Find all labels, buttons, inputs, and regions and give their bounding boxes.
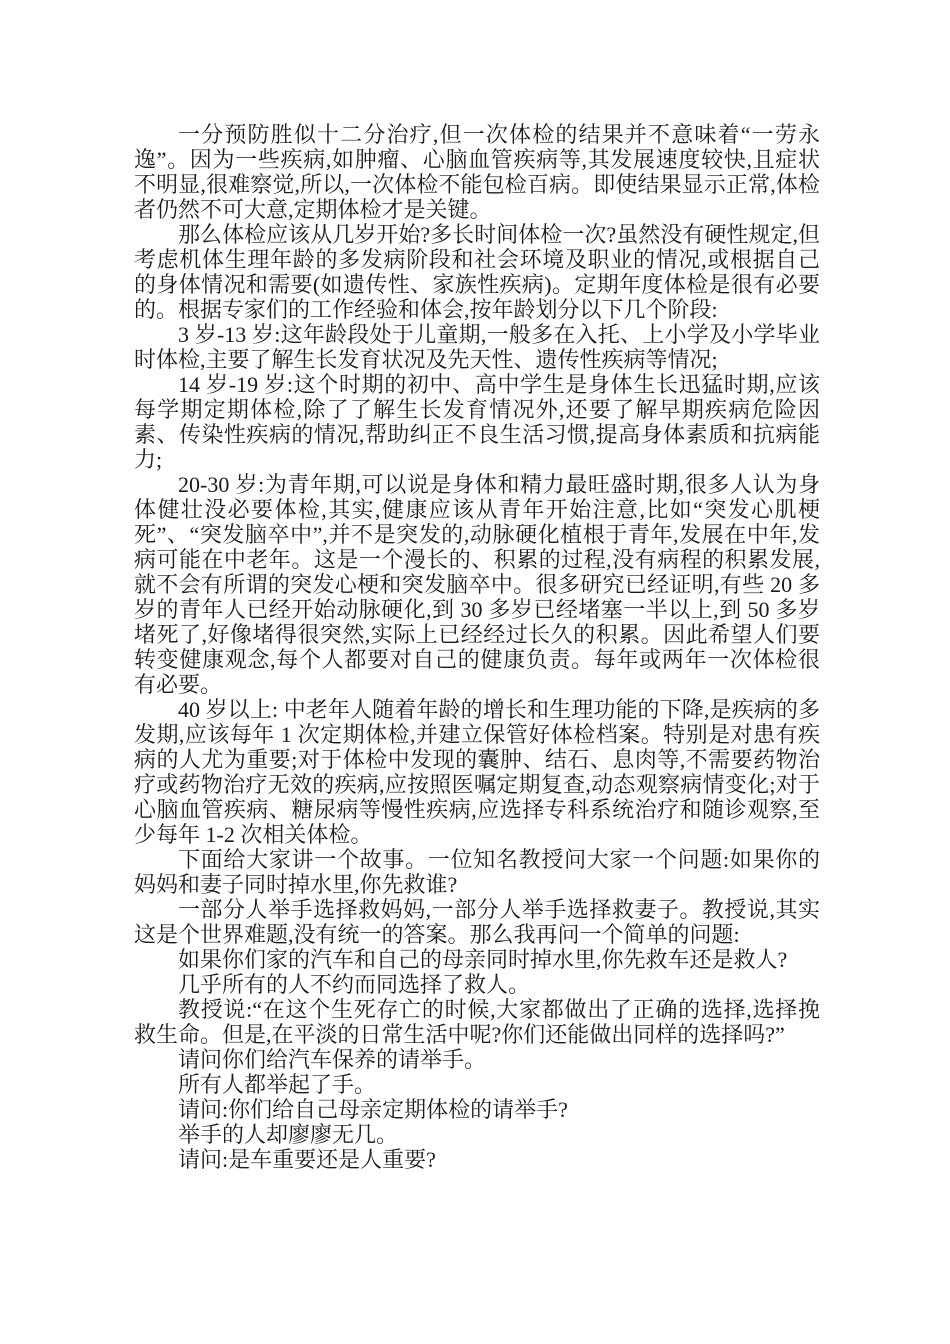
paragraph-checkup-age-question: 那么体检应该从几岁开始?多长时间体检一次?虽然没有硬性规定,但考虑机体生理年龄的多发病阶段和社会环境及职业的情况,或根据自己的身体情况和需要(如遗传性、家族性疾病)。定期年度体检是很有必要的。根据专家们的工作经验和体会,按年龄划分以下几个阶段: xyxy=(134,222,820,322)
paragraph-age-20-30: 20-30 岁:为青年期,可以说是身体和精力最旺盛时期,很多人认为身体健壮没必要体检,其实,健康应该从青年开始注意,比如“突发心肌梗死”、“突发脑卒中”,并不是突发的,动脉硬化植根于青年,发展在中年,发病可能在中老年。这是一个漫长的、积累的过程,没有病程的积累发展,就不会有所谓的突发心梗和突发脑卒中。很多研究已经证明,有些 20 多岁的青年人已经开始动脉硬化,到 30 多岁已经堵塞一半以上,到 50 多岁堵死了,好像堵得很突然,实际上已经经过长久的积累。因此希望人们要转变健康观念,每个人都要对自己的健康负责。每年或两年一次体检很有必要。 xyxy=(134,472,820,697)
paragraph-final-question: 请问:是车重要还是人重要? xyxy=(178,1147,436,1172)
paragraph-age-14-19: 14 岁-19 岁:这个时期的初中、高中学生是身体生长迅猛时期,应该每学期定期体检,除了了解生长发育情况外,还要了解早期疾病危险因素、传染性疾病的情况,帮助纠正不良生活习惯,提高身体素质和抗病能力; xyxy=(134,372,820,472)
paragraph-story-intro: 下面给大家讲一个故事。一位知名教授问大家一个问题:如果你的妈妈和妻子同时掉水里,你先救谁? xyxy=(134,847,820,897)
paragraph-age-3-13: 3 岁-13 岁:这年龄段处于儿童期,一般多在入托、上小学及小学毕业时体检,主要了解生长发育状况及先天性、遗传性疾病等情况; xyxy=(134,322,820,372)
paragraph-age-40-plus: 40 岁以上: 中老年人随着年龄的增长和生理功能的下降,是疾病的多发期,应该每年 1 次定期体检,并建立保管好体检档案。特别是对患有疾病的人尤为重要;对于体检中发现的囊肿、结石、息肉等,不需要药物治疗或药物治疗无效的疾病,应按照医嘱定期复查,动态观察病情变化;对于心脑血管疾病、糖尿病等慢性疾病,应选择专科系统治疗和随诊观察,至少每年 1-2 次相关体检。 xyxy=(134,697,820,847)
paragraph-prevention-intro: 一分预防胜似十二分治疗,但一次体检的结果并不意味着“一劳永逸”。因为一些疾病,如肿瘤、心脑血管疾病等,其发展速度较快,且症状不明显,很难察觉,所以,一次体检不能包检百病。即使结果显示正常,体检者仍然不可大意,定期体检才是关键。 xyxy=(134,122,820,222)
document-text-block xyxy=(134,122,820,1172)
paragraph-story-save-person: 几乎所有的人不约而同选择了救人。 xyxy=(178,972,531,997)
paragraph-mother-checkup-question: 请问:你们给自己母亲定期体检的请举手? xyxy=(178,1097,568,1122)
paragraph-few-raised-hands: 举手的人却廖廖无几。 xyxy=(178,1122,399,1147)
paragraph-all-raised-hands: 所有人都举起了手。 xyxy=(178,1072,377,1097)
paragraph-story-car-question: 如果你们家的汽车和自己的母亲同时掉水里,你先救车还是救人? xyxy=(178,947,788,972)
paragraph-car-maintenance-question: 请问你们给汽车保养的请举手。 xyxy=(178,1047,487,1072)
paragraph-professor-comment: 教授说:“在这个生死存亡的时候,大家都做出了正确的选择,选择挽救生命。但是,在平淡的日常生活中呢?你们还能做出同样的选择吗?” xyxy=(134,997,820,1047)
paragraph-story-answers: 一部分人举手选择救妈妈,一部分人举手选择救妻子。教授说,其实这是个世界难题,没有统一的答案。那么我再问一个简单的问题: xyxy=(134,897,820,947)
